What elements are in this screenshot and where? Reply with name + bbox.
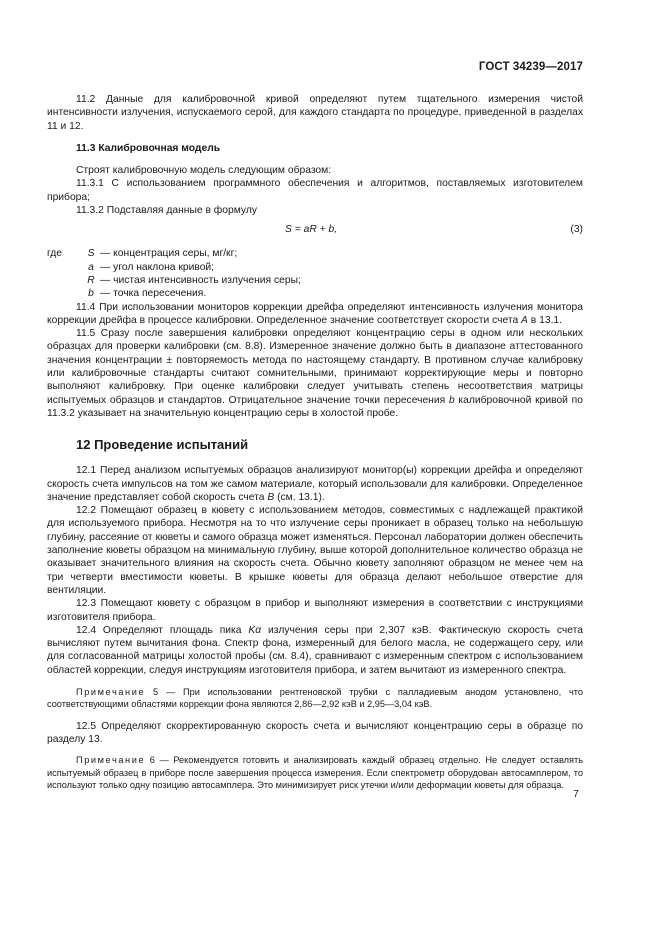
legend-symbol: b [88, 288, 94, 300]
legend-row [47, 247, 583, 260]
paragraph-12-3: 12.3 Помещают кювету с образцом в прибор и выполняют измерения в соответствии с инструкциями изготовителя прибора. [47, 598, 583, 623]
document-body [47, 93, 583, 792]
paragraph-11-2: 11.2 Данные для калибровочной кривой определяют путем тщательного измерения чистой интенсивности излучения, испускаемого серой, для каждого стандарта по процедуре, приведенной в разделах 11 и 12. [47, 94, 583, 132]
page-number: 7 [573, 788, 579, 800]
legend-text: — концентрация серы, мг/кг; [100, 248, 238, 260]
legend-symbol: a [88, 261, 94, 273]
paragraph-12-1: 12.1 Перед анализом испытуемых образцов анализируют монитор(ы) коррекции дрейфа и определяют скорость счета импульсов на том же самом материале, который использовали для калибровки. Определенное значение представляет собой скорость счета В (см. 13.1). [47, 465, 583, 503]
legend-row [47, 287, 583, 300]
paragraph-11-5: 11.5 Сразу после завершения калибровки определяют концентрацию серы в одном или нескольких образцах для проверки калибровки (см. 8.8). Измеренное значение должно быть в диапазоне аттестованного значения концентрации ± повторяемость метода по настоящему стандарту. В противном случае калибровку или калибровочные стандарты считают сомнительными, принимают корректирующие меры и повторно выполняют калибровку. При оценке калибровки следует учитывать степень несоответствия матрицы испытуемых образцов и стандартов. Отрицательное значение точки пересечения b калибровочной кривой по 11.3.2 указывает на значительную концентрацию серы в холостой пробе. [47, 328, 583, 419]
legend-text: — чистая интенсивность излучения серы; [100, 274, 301, 286]
legend-symbol: S [87, 248, 95, 260]
note-6: Примечание 6 — Рекомендуется готовить и анализировать каждый образец отдельно. Не следует оставлять испытуемый образец в приборе после завершения процесса измерения. Если спектрометр оборудован автосамплером, то используют только одну позицию автосамплера. Это минимизирует риск утечки и/или деформации кюветы для образца. [47, 755, 583, 791]
paragraph-11-4: 11.4 При использовании мониторов коррекции дрейфа определяют интенсивность излучения монитора коррекции дрейфа в процессе калибровки. Определенное значение соответствует скорости счета А в 13.1. [47, 301, 583, 326]
paragraph-12-4: 12.4 Определяют площадь пика Kα излучения серы при 2,307 кэВ. Фактическую скорость счета вычисляют путем вычитания фона. Спектр фона, измеренный для белого масла, не содержащего серу, или для согласованной матрицы холостой пробы (см. 8.4), сравнивают с измеренным спектром с использованием областей коррекции, следуя инструкциям изготовителя прибора, и затем вычитают из измеренного спектра. [47, 624, 583, 676]
paragraph-11-3-intro: Строят калибровочную модель следующим образом: [76, 165, 332, 177]
legend-text: — точка пересечения. [100, 288, 207, 300]
legend-text: — угол наклона кривой; [100, 261, 215, 273]
standard-header: ГОСТ 34239—2017 [478, 61, 583, 73]
legend-symbol: R [87, 274, 95, 286]
legend-row [47, 274, 583, 287]
legend-row [47, 261, 583, 274]
formula-legend [47, 247, 583, 300]
formula-3 [47, 223, 583, 239]
paragraph-12-2: 12.2 Помещают образец в кювету с использованием методов, совместимых с надлежащей практикой для используемого прибора. Несмотря на то что излучение серы проникает в образец только на небольшую глубину, рассеяние от кюветы и самого образца может изменяться. Персонал лаборатории должен обеспечить заполнение кюветы образцом на минимальную глубину, выше которой дополнительное количество образца не оказывает значительного влияния на скорость счета. Обычно кювету заполняют образцом не менее чем на три четверти вместимости кюветы. В крышке кюветы для образца делают небольшое отверстие для вентиляции. [47, 505, 583, 596]
formula-number: (3) [570, 224, 583, 236]
heading-11-3: 11.3 Калибровочная модель [76, 142, 221, 154]
paragraph-11-3-2: 11.3.2 Подставляя данные в формулу [76, 205, 257, 217]
section-12-heading: 12 Проведение испытаний [76, 437, 249, 453]
legend-where-word: где [47, 248, 63, 260]
paragraph-11-3-1: 11.3.1 С использованием программного обеспечения и алгоритмов, поставляемых изготовителем прибора; [47, 178, 583, 203]
paragraph-12-5: 12.5 Определяют скорректированную скорость счета и вычисляют концентрацию серы в образце по разделу 13. [47, 720, 583, 746]
formula-expression: S = aR + b, [285, 224, 338, 236]
note-5: Примечание 5 — При использовании рентгеновской трубки с палладиевым анодом установлено, что соответствующими областями коррекции фона являются 2,86—2,92 кэВ и 2,95—3,04 кэВ. [47, 686, 583, 710]
